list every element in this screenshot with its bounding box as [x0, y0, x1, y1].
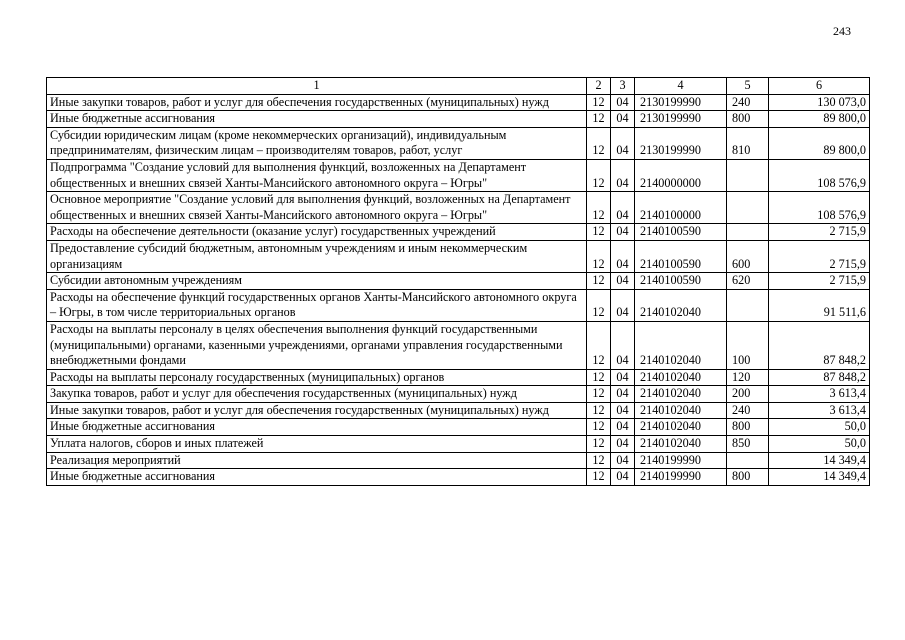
target-code-cell: 2140199990 [635, 452, 727, 469]
expense-type-cell: 240 [727, 402, 769, 419]
table-row [47, 111, 870, 128]
subsection-cell: 04 [611, 94, 635, 111]
table-row [47, 273, 870, 290]
amount-cell: 2 715,9 [769, 224, 870, 241]
target-code-cell: 2140102040 [635, 289, 727, 321]
target-code-cell: 2140102040 [635, 402, 727, 419]
table-row [47, 452, 870, 469]
section-cell: 12 [587, 94, 611, 111]
section-cell: 12 [587, 127, 611, 159]
table-row [47, 402, 870, 419]
expense-type-cell: 600 [727, 240, 769, 272]
column-header: 5 [727, 78, 769, 95]
table-row [47, 94, 870, 111]
amount-cell: 2 715,9 [769, 273, 870, 290]
row-name-cell: Иные бюджетные ассигнования [47, 469, 587, 486]
row-name-cell: Иные бюджетные ассигнования [47, 419, 587, 436]
table-row [47, 321, 870, 369]
target-code-cell: 2140000000 [635, 159, 727, 191]
table-row [47, 386, 870, 403]
row-name-cell: Закупка товаров, работ и услуг для обеспечения государственных (муниципальных) нужд [47, 386, 587, 403]
table-row [47, 127, 870, 159]
section-cell: 12 [587, 240, 611, 272]
amount-cell: 3 613,4 [769, 402, 870, 419]
table-row [47, 159, 870, 191]
section-cell: 12 [587, 402, 611, 419]
column-header: 4 [635, 78, 727, 95]
table-row [47, 436, 870, 453]
amount-cell: 89 800,0 [769, 111, 870, 128]
target-code-cell: 2140102040 [635, 386, 727, 403]
subsection-cell: 04 [611, 436, 635, 453]
section-cell: 12 [587, 111, 611, 128]
target-code-cell: 2130199990 [635, 127, 727, 159]
row-name-cell: Реализация мероприятий [47, 452, 587, 469]
expense-type-cell [727, 224, 769, 241]
subsection-cell: 04 [611, 369, 635, 386]
table-row [47, 192, 870, 224]
section-cell: 12 [587, 289, 611, 321]
column-header: 1 [47, 78, 587, 95]
target-code-cell: 2140100590 [635, 240, 727, 272]
expense-type-cell [727, 289, 769, 321]
amount-cell: 50,0 [769, 436, 870, 453]
page-number: 243 [833, 24, 851, 38]
row-name-cell: Субсидии автономным учреждениям [47, 273, 587, 290]
table-row [47, 224, 870, 241]
expense-type-cell: 240 [727, 94, 769, 111]
table-row [47, 419, 870, 436]
subsection-cell: 04 [611, 240, 635, 272]
amount-cell: 14 349,4 [769, 452, 870, 469]
budget-table [46, 77, 870, 486]
amount-cell: 130 073,0 [769, 94, 870, 111]
row-name-cell: Расходы на обеспечение функций государственных органов Ханты-Мансийского автономного округа – Югры, в том числе территориальных органов [47, 289, 587, 321]
amount-cell: 87 848,2 [769, 369, 870, 386]
amount-cell: 91 511,6 [769, 289, 870, 321]
target-code-cell: 2140102040 [635, 321, 727, 369]
target-code-cell: 2140100000 [635, 192, 727, 224]
row-name-cell: Иные закупки товаров, работ и услуг для обеспечения государственных (муниципальных) нужд [47, 94, 587, 111]
section-cell: 12 [587, 419, 611, 436]
expense-type-cell: 810 [727, 127, 769, 159]
table-row [47, 369, 870, 386]
section-cell: 12 [587, 469, 611, 486]
row-name-cell: Иные бюджетные ассигнования [47, 111, 587, 128]
amount-cell: 87 848,2 [769, 321, 870, 369]
subsection-cell: 04 [611, 224, 635, 241]
expense-type-cell [727, 452, 769, 469]
row-name-cell: Расходы на выплаты персоналу в целях обеспечения выполнения функций государственными (муниципальными) органами, казенными учреждениями, органами управления государственными внебюджетными фондами [47, 321, 587, 369]
table-row [47, 469, 870, 486]
amount-cell: 2 715,9 [769, 240, 870, 272]
expense-type-cell: 620 [727, 273, 769, 290]
amount-cell: 108 576,9 [769, 159, 870, 191]
expense-type-cell: 200 [727, 386, 769, 403]
row-name-cell: Уплата налогов, сборов и иных платежей [47, 436, 587, 453]
subsection-cell: 04 [611, 111, 635, 128]
row-name-cell: Субсидии юридическим лицам (кроме некоммерческих организаций), индивидуальным предпринимателям, физическим лицам – производителям товаров, работ, услуг [47, 127, 587, 159]
subsection-cell: 04 [611, 289, 635, 321]
section-cell: 12 [587, 224, 611, 241]
subsection-cell: 04 [611, 321, 635, 369]
expense-type-cell: 120 [727, 369, 769, 386]
subsection-cell: 04 [611, 192, 635, 224]
amount-cell: 108 576,9 [769, 192, 870, 224]
subsection-cell: 04 [611, 469, 635, 486]
section-cell: 12 [587, 452, 611, 469]
section-cell: 12 [587, 192, 611, 224]
target-code-cell: 2130199990 [635, 111, 727, 128]
target-code-cell: 2140102040 [635, 419, 727, 436]
row-name-cell: Подпрограмма "Создание условий для выполнения функций, возложенных на Департамент общественных и внешних связей Ханты-Мансийского автономного округа – Югры" [47, 159, 587, 191]
row-name-cell: Основное мероприятие "Создание условий для выполнения функций, возложенных на Департамент общественных и внешних связей Ханты-Мансийского автономного округа – Югры" [47, 192, 587, 224]
expense-type-cell: 800 [727, 469, 769, 486]
section-cell: 12 [587, 369, 611, 386]
subsection-cell: 04 [611, 386, 635, 403]
target-code-cell: 2140100590 [635, 224, 727, 241]
subsection-cell: 04 [611, 419, 635, 436]
subsection-cell: 04 [611, 402, 635, 419]
row-name-cell: Иные закупки товаров, работ и услуг для обеспечения государственных (муниципальных) нужд [47, 402, 587, 419]
table-header-row [47, 78, 870, 95]
expense-type-cell: 800 [727, 111, 769, 128]
section-cell: 12 [587, 159, 611, 191]
section-cell: 12 [587, 386, 611, 403]
expense-type-cell [727, 159, 769, 191]
column-header: 6 [769, 78, 870, 95]
subsection-cell: 04 [611, 159, 635, 191]
expense-type-cell: 100 [727, 321, 769, 369]
row-name-cell: Расходы на обеспечение деятельности (оказание услуг) государственных учреждений [47, 224, 587, 241]
column-header: 2 [587, 78, 611, 95]
subsection-cell: 04 [611, 452, 635, 469]
section-cell: 12 [587, 436, 611, 453]
subsection-cell: 04 [611, 273, 635, 290]
amount-cell: 89 800,0 [769, 127, 870, 159]
target-code-cell: 2140100590 [635, 273, 727, 290]
target-code-cell: 2140102040 [635, 369, 727, 386]
table-row [47, 240, 870, 272]
section-cell: 12 [587, 273, 611, 290]
target-code-cell: 2130199990 [635, 94, 727, 111]
target-code-cell: 2140199990 [635, 469, 727, 486]
expense-type-cell: 800 [727, 419, 769, 436]
subsection-cell: 04 [611, 127, 635, 159]
row-name-cell: Предоставление субсидий бюджетным, автономным учреждениям и иным некоммерческим организациям [47, 240, 587, 272]
column-header: 3 [611, 78, 635, 95]
amount-cell: 50,0 [769, 419, 870, 436]
target-code-cell: 2140102040 [635, 436, 727, 453]
amount-cell: 14 349,4 [769, 469, 870, 486]
amount-cell: 3 613,4 [769, 386, 870, 403]
section-cell: 12 [587, 321, 611, 369]
table-row [47, 289, 870, 321]
expense-type-cell: 850 [727, 436, 769, 453]
row-name-cell: Расходы на выплаты персоналу государственных (муниципальных) органов [47, 369, 587, 386]
expense-type-cell [727, 192, 769, 224]
